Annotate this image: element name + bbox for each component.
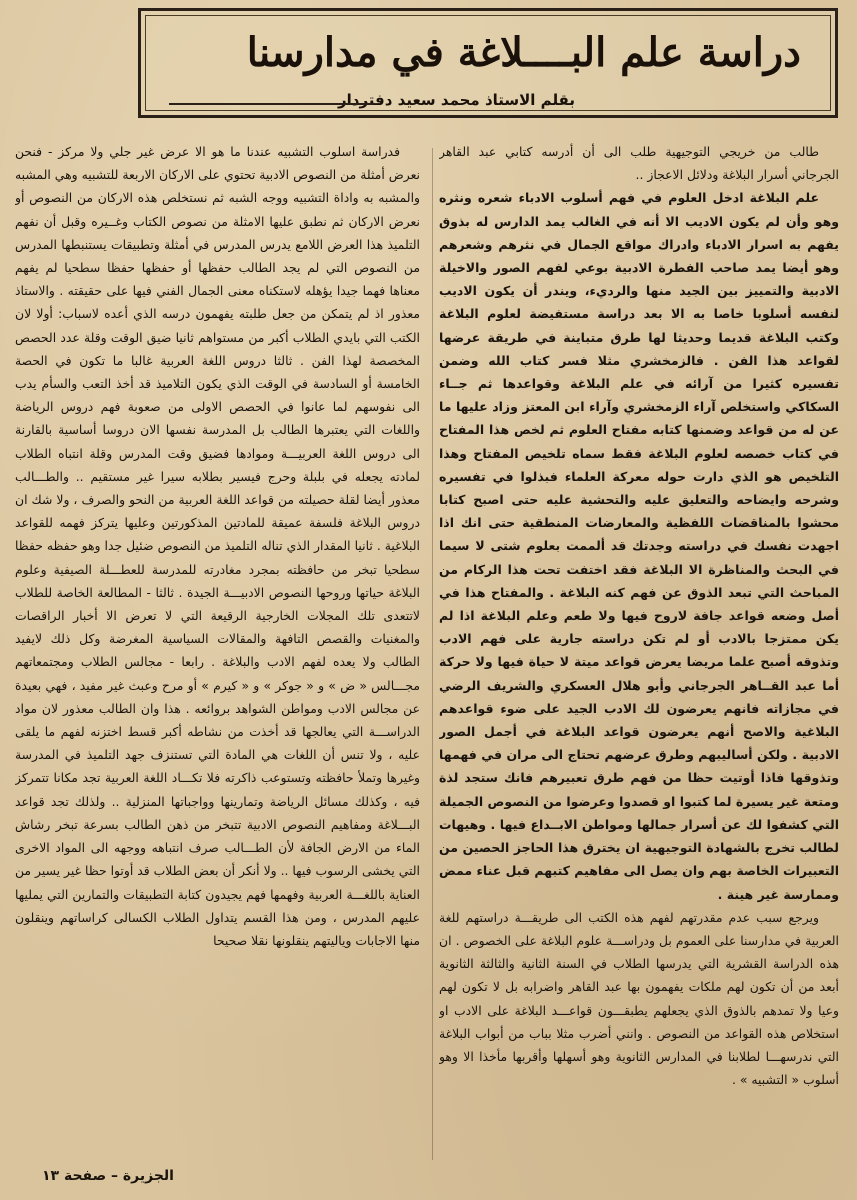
column-divider [432,148,433,1160]
article-byline: بقلم الاستاذ محمد سعيد دفتردار [338,91,575,109]
intro-paragraph: طالب من خريجي التوجيهية طلب الى أن أدرسه كتابي عبد القاهر الجرجاني أسرار البلاغة ودلائل الاعجاز .. [439,144,839,183]
left-column [15,140,420,1155]
closing-paragraph: ويرجع سبب عدم مقدرتهم لفهم هذه الكتب الى طريقـــة دراستهم للغة العربية في مدارسنا على العموم بل ودراســـة علوم البلاغة على الخصوص . ان هذه الدراسة القشرية التي يدرسها الطلاب في السنة الثانية والثالثة الثانوية أبعد من أن تكون لهم ملكات يفهمون بها عبد القاهر واضرابه بل لا تكون لهم وعيا ولا تمدهم بالذوق الذي يجعلهم يطبقـــون قواعـــد البلاغة على الادب او استخلاص هذه القواعد من النصوص . وانني أضرب مثلا بباب من أبواب البلاغة التي ندرسهـــا لطلابنا في المدارس الثانوية وهو أسهلها وأقربها مأخذا الا وهو أسلوب « التشبيه » . [439,909,839,1088]
byline-rule [169,103,374,105]
left-paragraph: فدراسة اسلوب التشبيه عندنا ما هو الا عرض غير جلي ولا مركز - فنحن نعرض أمثلة من النصوص الادبية تحتوي على الاركان الاربعة للتشبيه وهي المشبه والمشبه به واداة التشبيه ووجه الشبه ثم نستخلص هذه الاركان من النصوص أو نعرض الاركان ثم نطبق عليها الامثلة من نصوص الكتاب وغــيره وقبل أن نفهم التلميذ هذا العرض اللامع يدرس المدرس في أمثلة وتطبيقات يستنبطها المدرس من النصوص التي لم يجد الطالب حفظها أو حفظها حفظا سطحيا لم يفهم معناها فهما جيدا يؤهله لاستكناه معنى الجمال الفني فيها على حقيقته . والاستاذ معذور اذ لم يتمكن من جعل طلبته يفهمون درسه الذي أعده لاسباب: أولا لان الكتب التي بايدي الطلاب أكبر من مستواهم ثانيا ضيق الوقت وقلة عدد الحصص المخصصة لهذا الفن . ثالثا دروس اللغة العربية غالبا ما تكون في الحصة الخامسة أو السادسة في الوقت الذي يكون التلاميذ قد أخذ التعب والسأم يدب الى نفوسهم لما عانوا في الحصص الاولى من صعوبة فهم دروس الرياضة واللغات التي يعتبرها الطالب بل المدرسة نفسها الان دروسا أساسية بالقارنة الى دروس اللغة العربيـــة وموادها فضيق وقت المدرس وقلة انتباه الطلاب لمادته يجعله في بلبلة وحرج فيسير بطلابه سيرا غير مستقيم .. والطـــالب معذور أيضا لقلة حصيلته من قواعد اللغة العربية من النحو والصرف ، ولا شك ان دروس البلاغة فلسفة عميقة للمادتين المذكورتين وعليها يتركز فهمه للقواعد البلاغية . ثانيا المقدار الذي تناله التلميذ من النصوص ضئيل جدا وهو حفظه حفظا سطحيا تبخر من حافظته بمجرد مغادرته للمدرسة للعطـــلة الصيفية وعلوم البلاغة حياتها وروحها النصوص الادبيـــة الجيدة . ثالثا - المطالعة الخاصة للطلاب لاتتعدى تلك المجلات الخارجية الرقيعة التي لا تعرض الا أخبار الراقصات والمغنيات والقصص التافهة والمقالات السياسية المغرضة وكل ذلك لايفيد الطالب ولا يعده لفهم الادب والبلاغة . رابعا - مجالس الطلاب ومجتمعاتهم مجـــالس « ض » و « جوكر » و « كيرم » أو مرح وعبث غير مفيد ، فهي بعيدة عن مجالس الادب ومواطن الشواهد بروائعه . هذا وان الطالب معذور لان مواد الدراســـة التي يعالجها قد أخذت من نشاطه أكبر قسط اختزنه لفهم ما يلقى عليه ، ولا تنس أن اللغات هي المادة التي تستنزف جهد التلميذ في المدرسة وغيرها وتملأ حافظته وتستوعب ذاكرته فلا تكـــاد اللغة العربية تجد مكانا تتمركز فيه ، وكذلك مسائل الرياضة وتمارينها وواجباتها المنزلية .. ولذلك تجد قواعد البـــلاغة ومفاهيم النصوص الادبية تتبخر من ذهن الطالب بسرعة تبخر رشاش الماء من الارض الجافة لأن الطـــالب صرف انتباهه ووجهه الى المواد الاخرى التي يخشى الرسوب فيها .. ولا أنكر أن بعض الطلاب قد أوتوا حظا غير يسير من العناية باللغـــة العربية وفهمها فهم يجيدون كتابة التطبيقات والتمارين التي يمليها عليهم المدرس ، ومن هذا القسم يتداول الطلاب الكسالى كراساتهم وينقلون منها الاجابات وياليتهم ينقلونها نقلا صحيحا [15,144,420,948]
article-title: دراسة علم البــــلاغة في مدارسنا [246,29,801,76]
right-column [439,140,839,1155]
bold-paragraph: علم البلاغة ادخل العلوم في فهم أسلوب الادباء شعره ونثره وهو وأن لم يكون الاديب الا أنه في الغالب يمد الدارس له بذوق يفهم به اسرار الادباء وادراك مواقع الجمال في نثرهم وشعرهم وهو أيضا يمد صاحب الفطرة الادبية بوعي لفهم الصور والاخيلة الادبية والتمييز بين الجيد منها والرديء، ويندر أن يكون الاديب لنفسه أسلوبا خاصا به الا بعد دراسة مستفيضة لعلوم البلاغة وكتب البلاغة قديما وحديثا لها طرق متباينة في طريقة عرضها لقواعد هذا الفن . فالزمخشري مثلا فسر كتاب الله وضمن تفسيره كثيرا من آرائه في علم البلاغة وقواعدها ثم جــاء السكاكي واستخلص آراء الزمخشري وآراء ابن المعتز وزاد عليها ما عن له من قواعد وضمنها كتابه مفتاح العلوم ثم لخص هذا المفتاح في كتاب خصصه لعلوم البلاغة فقط سماه تلخيص المفتاح وهذا التلخيص هو الذي دارت حوله معركة العلماء فبذلوا في تفسيره وشرحه وايضاحه والتعليق عليه والتحشية عليه حتى اصبح كتابا محشوا بالمناقضات اللفظية والمعارضات المنطقية حتى انك اذا اجهدت نفسك في دراسته وجدتك قد ألممت بعلوم شتى لا سيما في البحث والمناظرة الا البلاغة فقد اختفت تحت هذا الركام من المباحث التي تبعد الذوق عن فهم كنه البلاغة . والمفتاح هذا في أصل وضعه قواعد جافة لاروح فيها ولا طعم وعلم البلاغة اذا لم يكن ممتزجا بالادب أو لم تكن دراسته جارية على فهم الادب وتذوقه أصبح علما مريضا يعرض قواعد ميتة لا حياة فيها ولا حركة أما عبد القــاهر الجرجاني وأبو هلال العسكري والشريف الرضي في مجازاته فانهم يعرضون لك الادب الجيد على ضوء قواعدهم البلاغية والاصح أنهم يعرضون قواعد البلاغة في أجمل الصور الادبية . ولكن أساليبهم وطرق عرضهم تحتاج الى مران في فهمها وتذوقها فاذا أوتيت حظا من فهم طرق تعبيرهم فانك ستجد لذة ومتعة غير يسيرة لما كتبوا او قصدوا وعرضوا من النصوص الجميلة التي كشفوا لك عن أسرار جمالها ومواطن الابــداع فيها . وهيهات لطالب تخرج بالشهادة التوجيهية ان يخترق هذا الحاجز الحصين من التعبيرات الخاصة بهم وان يصل الى مفاهيم كتبهم قبل عناء ممض وممارسة غير هينة . [439,190,839,902]
page-footer: الجزيرة – صفحة ١٣ [42,1168,174,1184]
article-header [138,8,838,118]
